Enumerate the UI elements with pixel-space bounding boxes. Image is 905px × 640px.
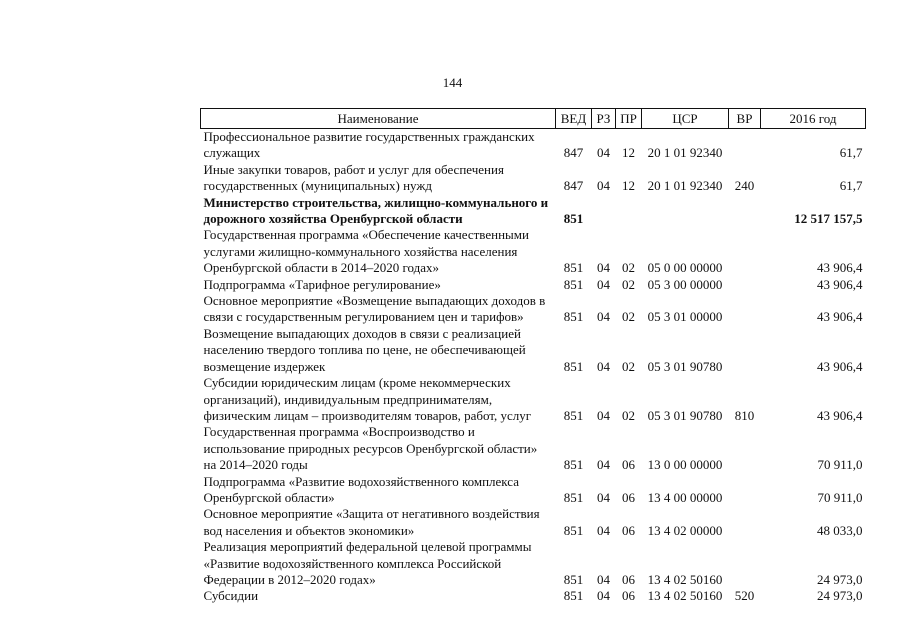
table-row (201, 129, 866, 162)
cell-vr (729, 539, 761, 588)
cell-csr: 13 4 02 50160 (647, 571, 723, 587)
cell-csr: 05 3 00 00000 (647, 276, 723, 292)
cell-csr: 13 4 02 00000 (647, 522, 723, 538)
cell-vr (729, 506, 761, 539)
cell-vr (729, 227, 761, 276)
table-header-row (201, 109, 866, 129)
cell-csr: 05 3 01 90780 (647, 358, 723, 374)
cell-vr (729, 474, 761, 507)
cell-ved: 847 (563, 145, 584, 161)
page-number: 144 (442, 75, 463, 90)
header-name: Наименование (201, 109, 556, 129)
cell-name: Государственная программа «Обеспечение качественными услугами жилищно-коммунального хозяйства населения Оренбургской области в 2014–2020 годах» (203, 227, 529, 276)
cell-pr: 06 (622, 489, 635, 505)
cell-ved: 851 (563, 309, 584, 325)
cell-rz: 04 (597, 358, 610, 374)
cell-amount: 43 906,4 (817, 260, 863, 276)
table-row (201, 375, 866, 424)
table-row (201, 588, 866, 604)
cell-csr: 05 3 01 90780 (647, 407, 723, 423)
table-row (201, 424, 866, 473)
cell-csr: 05 0 00 00000 (647, 260, 723, 276)
cell-amount: 43 906,4 (817, 309, 863, 325)
cell-ved: 851 (563, 211, 584, 227)
cell-ved: 851 (563, 276, 584, 292)
cell-pr: 02 (622, 358, 635, 374)
cell-ved: 851 (563, 489, 584, 505)
cell-vr (729, 293, 761, 326)
cell-pr: 06 (622, 571, 635, 587)
cell-rz (592, 195, 616, 228)
table-body (201, 129, 866, 605)
cell-amount: 61,7 (839, 145, 863, 161)
header-amount: 2016 год (761, 109, 866, 129)
cell-vr: 520 (734, 588, 755, 604)
cell-rz: 04 (597, 178, 610, 194)
cell-rz: 04 (597, 489, 610, 505)
cell-pr: 02 (622, 260, 635, 276)
cell-ved: 851 (563, 457, 584, 473)
cell-pr: 06 (622, 588, 635, 604)
cell-name: Возмещение выпадающих доходов в связи с реализацией населению твердого топлива по цене, не обеспечивающей возмещение издержек (203, 325, 526, 374)
cell-rz: 04 (597, 457, 610, 473)
budget-table (200, 108, 866, 605)
table-row (201, 293, 866, 326)
cell-pr: 02 (622, 309, 635, 325)
header-csr: ЦСР (642, 109, 729, 129)
cell-rz: 04 (597, 588, 610, 604)
header-pr: ПР (616, 109, 642, 129)
cell-pr: 12 (622, 178, 635, 194)
table-row (201, 195, 866, 228)
cell-amount: 61,7 (839, 178, 863, 194)
table-row (201, 277, 866, 293)
cell-name: Субсидии юридическим лицам (кроме некоммерческих организаций), индивидуальным предпринимателям, физическим лицам – производителям товаров, работ, услуг (203, 375, 532, 423)
cell-ved: 851 (563, 407, 584, 423)
cell-ved: 851 (563, 588, 584, 604)
table-row (201, 474, 866, 507)
header-rz: РЗ (592, 109, 616, 129)
cell-vr: 240 (734, 178, 755, 194)
cell-csr: 13 4 02 50160 (647, 588, 723, 604)
header-ved: ВЕД (556, 109, 592, 129)
cell-csr: 05 3 01 00000 (647, 309, 723, 325)
cell-vr (729, 424, 761, 473)
cell-name: Подпрограмма «Тарифное регулирование» (203, 276, 441, 292)
table-row (201, 162, 866, 195)
cell-amount: 70 911,0 (817, 457, 863, 473)
cell-amount: 70 911,0 (817, 489, 863, 505)
cell-amount: 48 033,0 (817, 522, 863, 538)
cell-csr: 20 1 01 92340 (647, 145, 723, 161)
table-row (201, 227, 866, 276)
cell-ved: 851 (563, 522, 584, 538)
cell-pr: 06 (622, 457, 635, 473)
cell-rz: 04 (597, 407, 610, 423)
cell-vr (729, 129, 761, 162)
cell-pr (616, 195, 642, 228)
cell-ved: 851 (563, 571, 584, 587)
cell-name: Субсидии (203, 588, 259, 604)
cell-ved: 851 (563, 358, 584, 374)
cell-pr: 02 (622, 407, 635, 423)
cell-amount: 43 906,4 (817, 276, 863, 292)
cell-vr (729, 326, 761, 375)
cell-name: Основное мероприятие «Защита от негативного воздействия вод населения и объектов экономики» (203, 506, 540, 538)
cell-vr (729, 195, 761, 228)
table-row (201, 539, 866, 588)
cell-rz: 04 (597, 145, 610, 161)
cell-amount: 43 906,4 (817, 358, 863, 374)
cell-ved: 847 (563, 178, 584, 194)
cell-rz: 04 (597, 309, 610, 325)
cell-amount: 43 906,4 (817, 407, 863, 423)
cell-vr (729, 277, 761, 293)
table-row (201, 506, 866, 539)
cell-csr (642, 195, 729, 228)
cell-name: Иные закупки товаров, работ и услуг для обеспечения государственных (муниципальных) нужд (203, 161, 504, 194)
cell-csr: 13 0 00 00000 (647, 457, 723, 473)
cell-vr: 810 (734, 407, 755, 423)
cell-name: Подпрограмма «Развитие водохозяйственного комплекса Оренбургской области» (203, 473, 519, 505)
cell-name: Основное мероприятие «Возмещение выпадающих доходов в связи с государственным регулированием цен и тарифов» (203, 293, 546, 325)
cell-rz: 04 (597, 276, 610, 292)
cell-name: Профессиональное развитие государственных гражданских служащих (203, 129, 535, 161)
table-row (201, 326, 866, 375)
cell-amount: 12 517 157,5 (794, 211, 863, 227)
cell-name: Министерство строительства, жилищно-коммунального и дорожного хозяйства Оренбургской области (203, 194, 549, 227)
cell-rz: 04 (597, 260, 610, 276)
cell-pr: 02 (622, 276, 635, 292)
cell-rz: 04 (597, 571, 610, 587)
cell-csr: 13 4 00 00000 (647, 489, 723, 505)
cell-name: Реализация мероприятий федеральной целевой программы «Развитие водохозяйственного комплекса Российской Федерации в 2012–2020 годах» (203, 539, 532, 587)
cell-pr: 06 (622, 522, 635, 538)
cell-csr: 20 1 01 92340 (647, 178, 723, 194)
header-vr: ВР (729, 109, 761, 129)
cell-pr: 12 (622, 145, 635, 161)
cell-amount: 24 973,0 (817, 588, 863, 604)
cell-ved: 851 (563, 260, 584, 276)
cell-name: Государственная программа «Воспроизводство и использование природных ресурсов Оренбургской области» на 2014–2020 годы (203, 424, 538, 473)
cell-rz: 04 (597, 522, 610, 538)
cell-amount: 24 973,0 (817, 571, 863, 587)
